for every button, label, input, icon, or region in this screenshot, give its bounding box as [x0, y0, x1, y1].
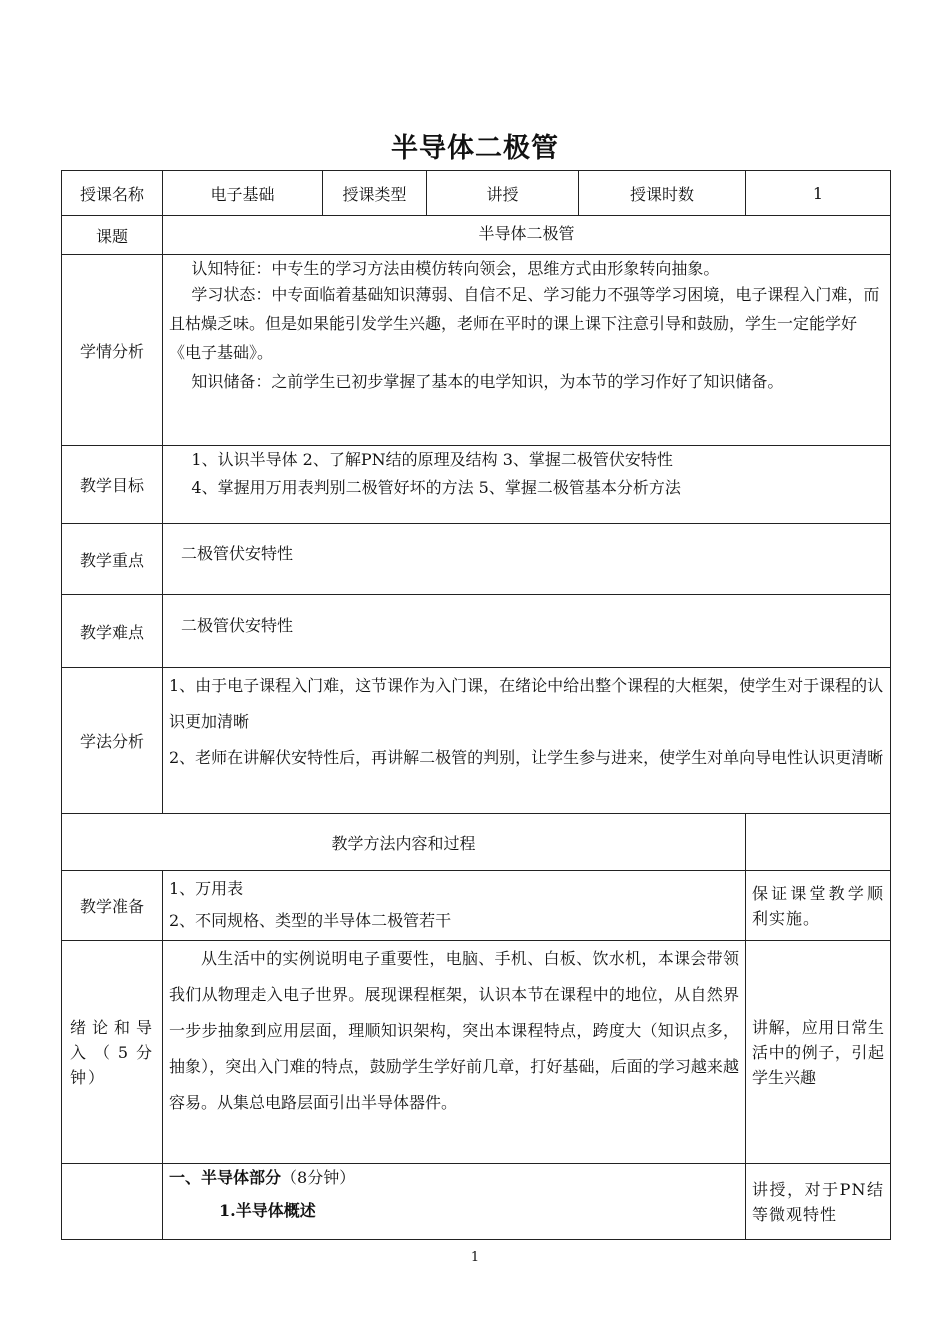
- introduction-content-cell: [163, 941, 746, 1164]
- method-analysis-content: [163, 668, 891, 814]
- difficulty-value: 二极管伏安特性: [163, 595, 891, 668]
- preparation-row: [62, 871, 891, 941]
- method-item-2: 2、老师在讲解伏安特性后，再讲解二极管的判别，让学生参与进来，使学生对单向导电性认识更清晰: [169, 748, 884, 767]
- preparation-label: 教学准备: [62, 871, 163, 941]
- student-analysis-content: [163, 255, 891, 446]
- cognition-text: 认知特征：中专生的学习方法由模仿转向领会，思维方式由形象转向抽象。: [191, 259, 720, 278]
- course-name-value: 电子基础: [163, 171, 323, 216]
- page-number: 1: [470, 1250, 480, 1265]
- student-analysis-label: 学情分析: [62, 255, 163, 446]
- subsection-heading: 1.半导体概述: [219, 1201, 316, 1220]
- course-type-value: 讲授: [427, 171, 579, 216]
- process-header-note-cell: [746, 814, 891, 871]
- preparation-item-1: 1、万用表: [169, 879, 244, 898]
- lesson-plan-table: [61, 170, 891, 1240]
- key-point-row: [62, 524, 891, 595]
- method-analysis-label: 学法分析: [62, 668, 163, 814]
- objectives-row: [62, 446, 891, 524]
- preparation-content: [163, 871, 746, 941]
- topic-value: 半导体二极管: [163, 216, 891, 255]
- course-name-label: 授课名称: [62, 171, 163, 216]
- introduction-label: 绪论和导入（5分钟）: [70, 1017, 154, 1087]
- section-heading-bold: 一、半导体部分: [169, 1168, 282, 1187]
- method-item-1: 1、由于电子课程入门难，这节课作为入门课，在绪论中给出整个课程的大框架，使学生对于课程的认识更加清晰: [169, 676, 884, 731]
- process-header-row: [62, 814, 891, 871]
- objectives-line-2: 4、掌握用万用表判别二极管好坏的方法 5、掌握二极管基本分析方法: [191, 478, 681, 497]
- method-analysis-row: [62, 668, 891, 814]
- section-heading-time: （8分钟）: [281, 1168, 356, 1187]
- learning-state-text: 学习状态：中专面临着基础知识薄弱、自信不足、学习能力不强等学习困境，电子课程入门难，而且枯燥乏味。但是如果能引发学生兴趣，老师在平时的课上课下注意引导和鼓励，学生一定能学好《电子基础》。: [169, 285, 880, 362]
- knowledge-text: 知识储备：之前学生已初步掌握了基本的电学知识，为本节的学习作好了知识储备。: [191, 372, 784, 391]
- difficulty-label: 教学难点: [62, 595, 163, 668]
- objectives-content: [163, 446, 891, 524]
- process-header: 教学方法内容和过程: [62, 814, 746, 871]
- semiconductor-row: [62, 1164, 891, 1240]
- hours-value: 1: [746, 171, 891, 216]
- course-type-label: 授课类型: [323, 171, 427, 216]
- student-analysis-row: [62, 255, 891, 446]
- introduction-label-cell: [62, 941, 163, 1164]
- key-point-label: 教学重点: [62, 524, 163, 595]
- header-row: [62, 171, 891, 216]
- objectives-label: 教学目标: [62, 446, 163, 524]
- semiconductor-label-cell: [62, 1164, 163, 1240]
- hours-label: 授课时数: [579, 171, 746, 216]
- topic-label: 课题: [62, 216, 163, 255]
- preparation-item-2: 2、不同规格、类型的半导体二极管若干: [169, 911, 452, 930]
- section-heading: [169, 1164, 739, 1192]
- page-title: 半导体二极管: [391, 133, 559, 164]
- topic-row: [62, 216, 891, 255]
- introduction-content: 从生活中的实例说明电子重要性，电脑、手机、白板、饮水机，本课会带领我们从物理走入电子世界。展现课程框架，认识本节在课程中的地位，从自然界一步步抽象到应用层面，理顺知识架构，突出本课程特点，跨度大（知识点多，抽象），突出入门难的特点，鼓励学生学好前几章，打好基础，后面的学习越来越容易。从集总电路层面引出半导体器件。: [169, 949, 739, 1112]
- introduction-note: 讲解，应用日常生活中的例子，引起学生兴趣: [746, 941, 891, 1164]
- semiconductor-content: [163, 1164, 746, 1240]
- preparation-note: 保证课堂教学顺利实施。: [746, 871, 891, 941]
- semiconductor-note: 讲授，对于PN结等微观特性: [746, 1164, 891, 1240]
- difficulty-row: [62, 595, 891, 668]
- objectives-line-1: 1、认识半导体 2、了解PN结的原理及结构 3、掌握二极管伏安特性: [191, 450, 673, 469]
- key-point-value: 二极管伏安特性: [163, 524, 891, 595]
- introduction-row: [62, 941, 891, 1164]
